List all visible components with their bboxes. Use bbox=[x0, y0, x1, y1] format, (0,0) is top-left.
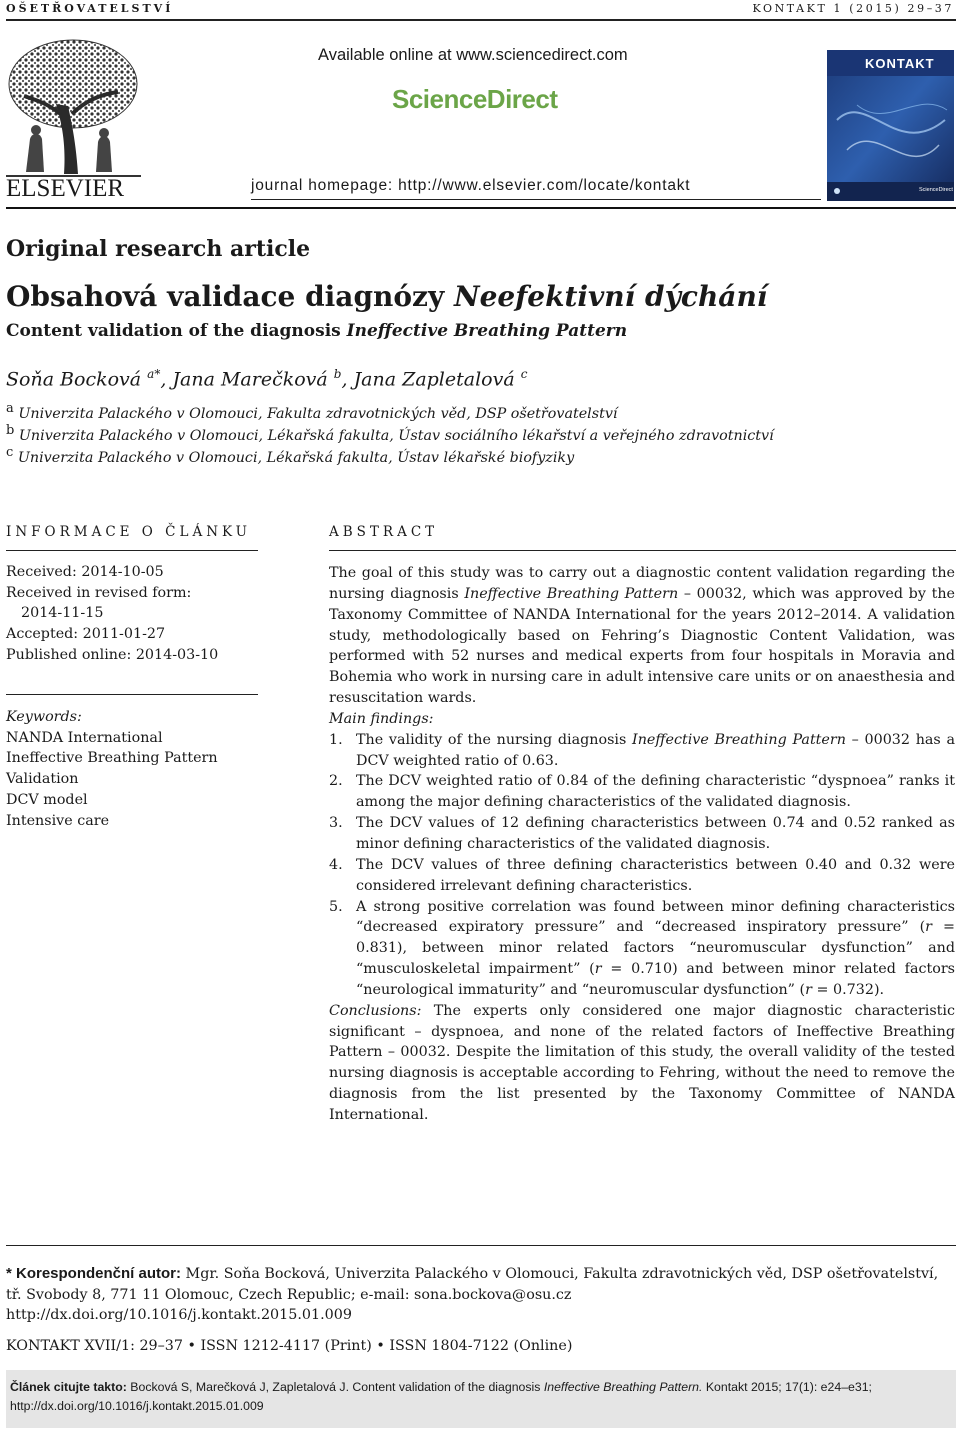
keyword: Ineffective Breathing Pattern bbox=[6, 750, 218, 767]
affiliation: b Univerzita Palackého v Olomouci, Lékařská fakulta, Ústav sociálního lékařství a veřejného zdravotnictví bbox=[6, 423, 774, 444]
publisher-name: ELSEVIER bbox=[6, 175, 125, 202]
accepted-date: Accepted: 2011-01-27 bbox=[6, 626, 166, 643]
sciencedirect-logo[interactable]: ScienceDirect bbox=[392, 84, 558, 114]
list-item: 1. The validity of the nursing diagnosis Ineffective Breathing Pattern – 00032 has a DCV weighted ratio of 0.63. bbox=[329, 731, 955, 769]
author-name[interactable]: Soňa Bocková bbox=[6, 368, 142, 391]
findings-list bbox=[329, 730, 955, 1001]
top-bar bbox=[0, 0, 960, 18]
conclusions-paragraph: Conclusions: The experts only considered one major diagnostic characteristic significant – dyspnoea, and none of the related factors of Ineffective Breathing Pattern – 00032. Despite the limitation of this study, the overall validity of the tested nursing diagnosis is acceptable according to Fehring, without the need to remove the diagnosis from the list presented by the Taxonomy Committee of NANDA International. bbox=[329, 1002, 955, 1123]
corresponding-author-note: * Korespondenční autor: Mgr. Soňa Bocková, Univerzita Palackého v Olomouci, Fakulta zdravotnických věd, DSP ošetřovatelství, tř. Svobody 8, 771 11 Olomouc, Czech Republic; e-mail: sona.bockova@osu.cz http://dx.doi.org/10.1016/j.kontakt.2015.01.009 bbox=[6, 1265, 939, 1324]
author-name[interactable]: Jana Marečková bbox=[172, 368, 328, 391]
list-item: 4. The DCV values of three defining characteristics between 0.40 and 0.32 were considered irrelevant defining characteristics. bbox=[329, 856, 955, 894]
issn-line: KONTAKT XVII/1: 29–37 • ISSN 1212-4117 (Print) • ISSN 1804-7122 (Online) bbox=[6, 1338, 573, 1354]
citation-text: Článek citujte takto: Bocková S, Marečková J, Zapletalová J. Content validation of the diagnosis Ineffective Breathing Pattern. Kontakt 2015; 17(1): e24–e31; http://dx.doi.org/10.1016/j.kontakt.2015.01.009 bbox=[10, 1380, 872, 1413]
journal-cover[interactable] bbox=[827, 50, 954, 201]
keywords-label: Keywords: bbox=[6, 709, 82, 725]
abstract-paragraph: The goal of this study was to carry out a diagnostic content validation regarding the nursing diagnosis Ineffective Breathing Pattern – 00032, which was approved by the Taxonomy Committee of NANDA International for the years 2012–2014. A validation study, methodologically based on Fehring’s Diagnostic Content Validation, was performed with 52 nurses and medical experts from four hospitals in Moravia and Bohemia who work in nursing care in adult intensive care units or on anaesthesia and resuscitation wards. bbox=[329, 565, 955, 707]
keyword: NANDA International bbox=[6, 729, 163, 746]
revised-label: Received in revised form: bbox=[6, 584, 192, 601]
list-item: 2. The DCV weighted ratio of 0.84 of the defining characteristic “dyspnoea” ranks it among the major defining characteristics of the validated diagnosis. bbox=[329, 773, 955, 811]
info-rule-top bbox=[6, 550, 258, 551]
cover-sciencedirect: ScienceDirect bbox=[919, 187, 953, 193]
abstract-rule bbox=[329, 550, 956, 551]
author-name[interactable]: Jana Zapletalová bbox=[353, 368, 515, 391]
header-rule bbox=[251, 199, 821, 200]
title-english: Content validation of the diagnosis Ineffective Breathing Pattern bbox=[6, 321, 628, 341]
section-name: OŠETŘOVATELSTVÍ bbox=[6, 2, 174, 15]
author-list: Soňa Bocková $^{a*}$, Jana Marečková $^b$, Jana Zapletalová $^c$ bbox=[6, 367, 528, 391]
revised-date: 2014-11-15 bbox=[21, 605, 104, 622]
info-rule-bottom bbox=[6, 694, 258, 695]
footer-rule bbox=[6, 1245, 956, 1246]
abstract-body bbox=[329, 563, 955, 1126]
citation-doi-link[interactable]: http://dx.doi.org/10.1016/j.kontakt.2015.01.009 bbox=[10, 1399, 264, 1413]
keyword: DCV model bbox=[6, 791, 88, 808]
published-date: Published online: 2014-03-10 bbox=[6, 646, 219, 663]
received-date: Received: 2014-10-05 bbox=[6, 564, 164, 580]
article-history bbox=[6, 562, 218, 666]
journal-homepage-link[interactable]: journal homepage: http://www.elsevier.com/locate/kontakt bbox=[251, 177, 691, 194]
doi-link[interactable]: http://dx.doi.org/10.1016/j.kontakt.2015.01.009 bbox=[6, 1307, 352, 1324]
list-item: 5. A strong positive correlation was found between minor defining characteristics “decreased expiratory pressure” and “decreased inspiratory pressure” (r = 0.831), between minor related factors “neuromuscular dysfunction” and “musculoskeletal impairment” (r = 0.710) and between minor related factors “neurological immaturity” and “neuromuscular dysfunction” (r = 0.732). bbox=[329, 898, 955, 998]
journal-reference: KONTAKT 1 (2015) 29–37 bbox=[752, 2, 954, 15]
keyword: Validation bbox=[6, 771, 79, 788]
main-findings-label: Main findings: bbox=[329, 710, 434, 727]
affiliation: c Univerzita Palackého v Olomouci, Lékařská fakulta, Ústav lékařské biofyziky bbox=[6, 445, 575, 466]
top-rule bbox=[6, 19, 956, 21]
keyword: Intensive care bbox=[6, 812, 110, 829]
available-online-text[interactable]: Available online at www.sciencedirect.com bbox=[318, 46, 628, 64]
title-czech: Obsahová validace diagnózy Neefektivní dýchání bbox=[6, 280, 768, 313]
cover-title: KONTAKT bbox=[865, 56, 935, 71]
list-item: 3. The DCV values of 12 defining characteristics between 0.74 and 0.52 ranked as minor defining characteristics of the validated diagnosis. bbox=[329, 815, 955, 852]
article-type: Original research article bbox=[6, 236, 311, 262]
keywords-block bbox=[6, 707, 218, 831]
article-info-heading: INFORMACE O ČLÁNKU bbox=[6, 524, 251, 540]
affiliation: a Univerzita Palackého v Olomouci, Fakulta zdravotnických věd, DSP ošetřovatelství bbox=[6, 401, 618, 422]
elsevier-tree-logo bbox=[6, 34, 141, 184]
abstract-heading: ABSTRACT bbox=[329, 524, 439, 540]
header-bottom-rule bbox=[6, 207, 956, 209]
